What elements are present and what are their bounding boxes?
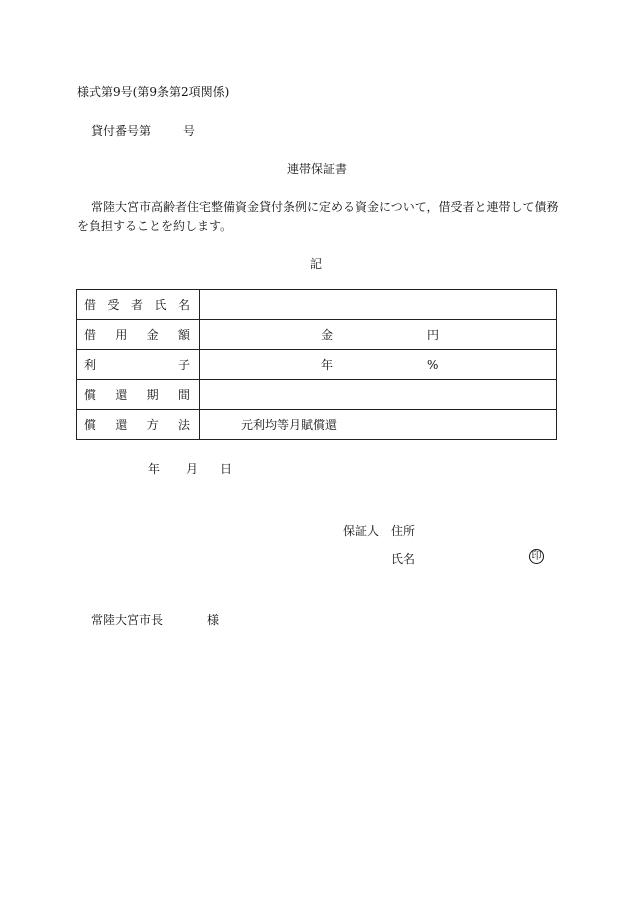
- amount-yen-label: 円: [427, 328, 440, 342]
- date-year-label: 年: [148, 462, 161, 476]
- document-title: 連帯保証書: [287, 162, 348, 176]
- repayment-method-text: 元利均等月賦償還: [241, 418, 338, 432]
- body-text-line-2: を負担することを約します。: [77, 219, 233, 233]
- loan-details-table: [76, 289, 557, 440]
- body-text-line-1: 常陸大宮市高齢者住宅整備資金貸付条例に定める資金について，借受者と連帯して債務: [91, 200, 559, 214]
- borrower-name-value[interactable]: [200, 290, 557, 320]
- date-month-label: 月: [186, 462, 199, 476]
- repayment-method-label: 償 還 方 法: [77, 410, 200, 440]
- addressee-honorific: 様: [207, 613, 220, 627]
- table-row-repayment-method: [77, 410, 557, 440]
- table-row-interest: [77, 350, 557, 380]
- repayment-period-label: 償 還 期 間: [77, 380, 200, 410]
- guarantor-label: 保証人: [343, 524, 380, 538]
- addressee-name: 常陸大宮市長: [91, 613, 164, 627]
- loan-amount-value[interactable]: [200, 320, 557, 350]
- loan-number-prefix: 貸付番号第: [91, 124, 152, 138]
- date-day-label: 日: [220, 462, 233, 476]
- form-number: 様式第9号(第9条第2項関係): [77, 85, 230, 99]
- interest-label: 利 子: [77, 350, 200, 380]
- guarantor-name-label: 氏名: [391, 552, 416, 566]
- table-row-borrower-name: [77, 290, 557, 320]
- interest-percent-label: %: [427, 358, 439, 372]
- interest-value[interactable]: [200, 350, 557, 380]
- interest-year-label: 年: [321, 358, 334, 372]
- table-row-repayment-period: [77, 380, 557, 410]
- loan-number-suffix: 号: [183, 124, 196, 138]
- amount-kin-label: 金: [321, 328, 334, 342]
- guarantor-address-label: 住所: [391, 524, 416, 538]
- repayment-period-value[interactable]: [200, 380, 557, 410]
- seal-icon: 印: [529, 549, 544, 564]
- borrower-name-label: 借 受 者 氏 名: [77, 290, 200, 320]
- loan-amount-label: 借 用 金 額: [77, 320, 200, 350]
- repayment-method-value[interactable]: [200, 410, 557, 440]
- ki-heading: 記: [310, 257, 323, 271]
- table-row-loan-amount: [77, 320, 557, 350]
